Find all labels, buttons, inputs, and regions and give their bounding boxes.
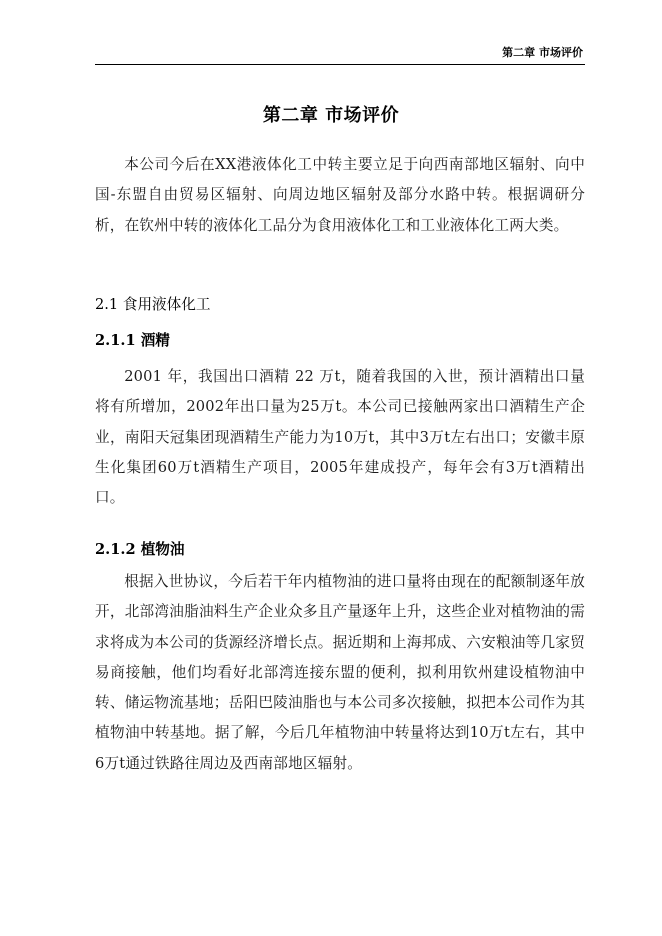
section-2-1-1-heading: 2.1.1 酒精 xyxy=(95,332,170,349)
page-header xyxy=(95,44,585,65)
section-2-1-2-heading: 2.1.2 植物油 xyxy=(95,541,185,558)
chapter-title: 第二章 市场评价 xyxy=(262,105,400,126)
section-2-1-heading: 2.1 食用液体化工 xyxy=(95,296,211,313)
intro-paragraph: 本公司今后在XX港液体化工中转主要立足于向西南部地区辐射、向中国-东盟自由贸易区辐射、向周边地区辐射及部分水路中转。根据调研分析，在钦州中转的液体化工品分为食用液体化工和工业液体化工两大类。 xyxy=(95,156,585,234)
section-2-1-1-paragraph: 2001 年，我国出口酒精 22 万t，随着我国的入世，预计酒精出口量将有所增加，2002年出口量为25万t。本公司已接触两家出口酒精生产企业，南阳天冠集团现酒精生产能力为10万t，其中3万t左右出口；安徽丰原生化集团60万t酒精生产项目，2005年建成投产，每年会有3万t酒精出口。 xyxy=(95,368,585,507)
running-header-title: 第二章 市场评价 xyxy=(502,46,583,59)
section-2-1-2-paragraph: 根据入世协议，今后若干年内植物油的进口量将由现在的配额制逐年放开，北部湾油脂油料生产企业众多且产量逐年上升，这些企业对植物油的需求将成为本公司的货源经济增长点。据近期和上海邦成、六安粮油等几家贸易商接触，他们均看好北部湾连接东盟的便利，拟利用钦州建设植物油中转、储运物流基地；岳阳巴陵油脂也与本公司多次接触，拟把本公司作为其植物油中转基地。据了解，今后几年植物油中转量将达到10万t左右，其中6万t通过铁路往周边及西南部地区辐射。 xyxy=(95,573,585,772)
